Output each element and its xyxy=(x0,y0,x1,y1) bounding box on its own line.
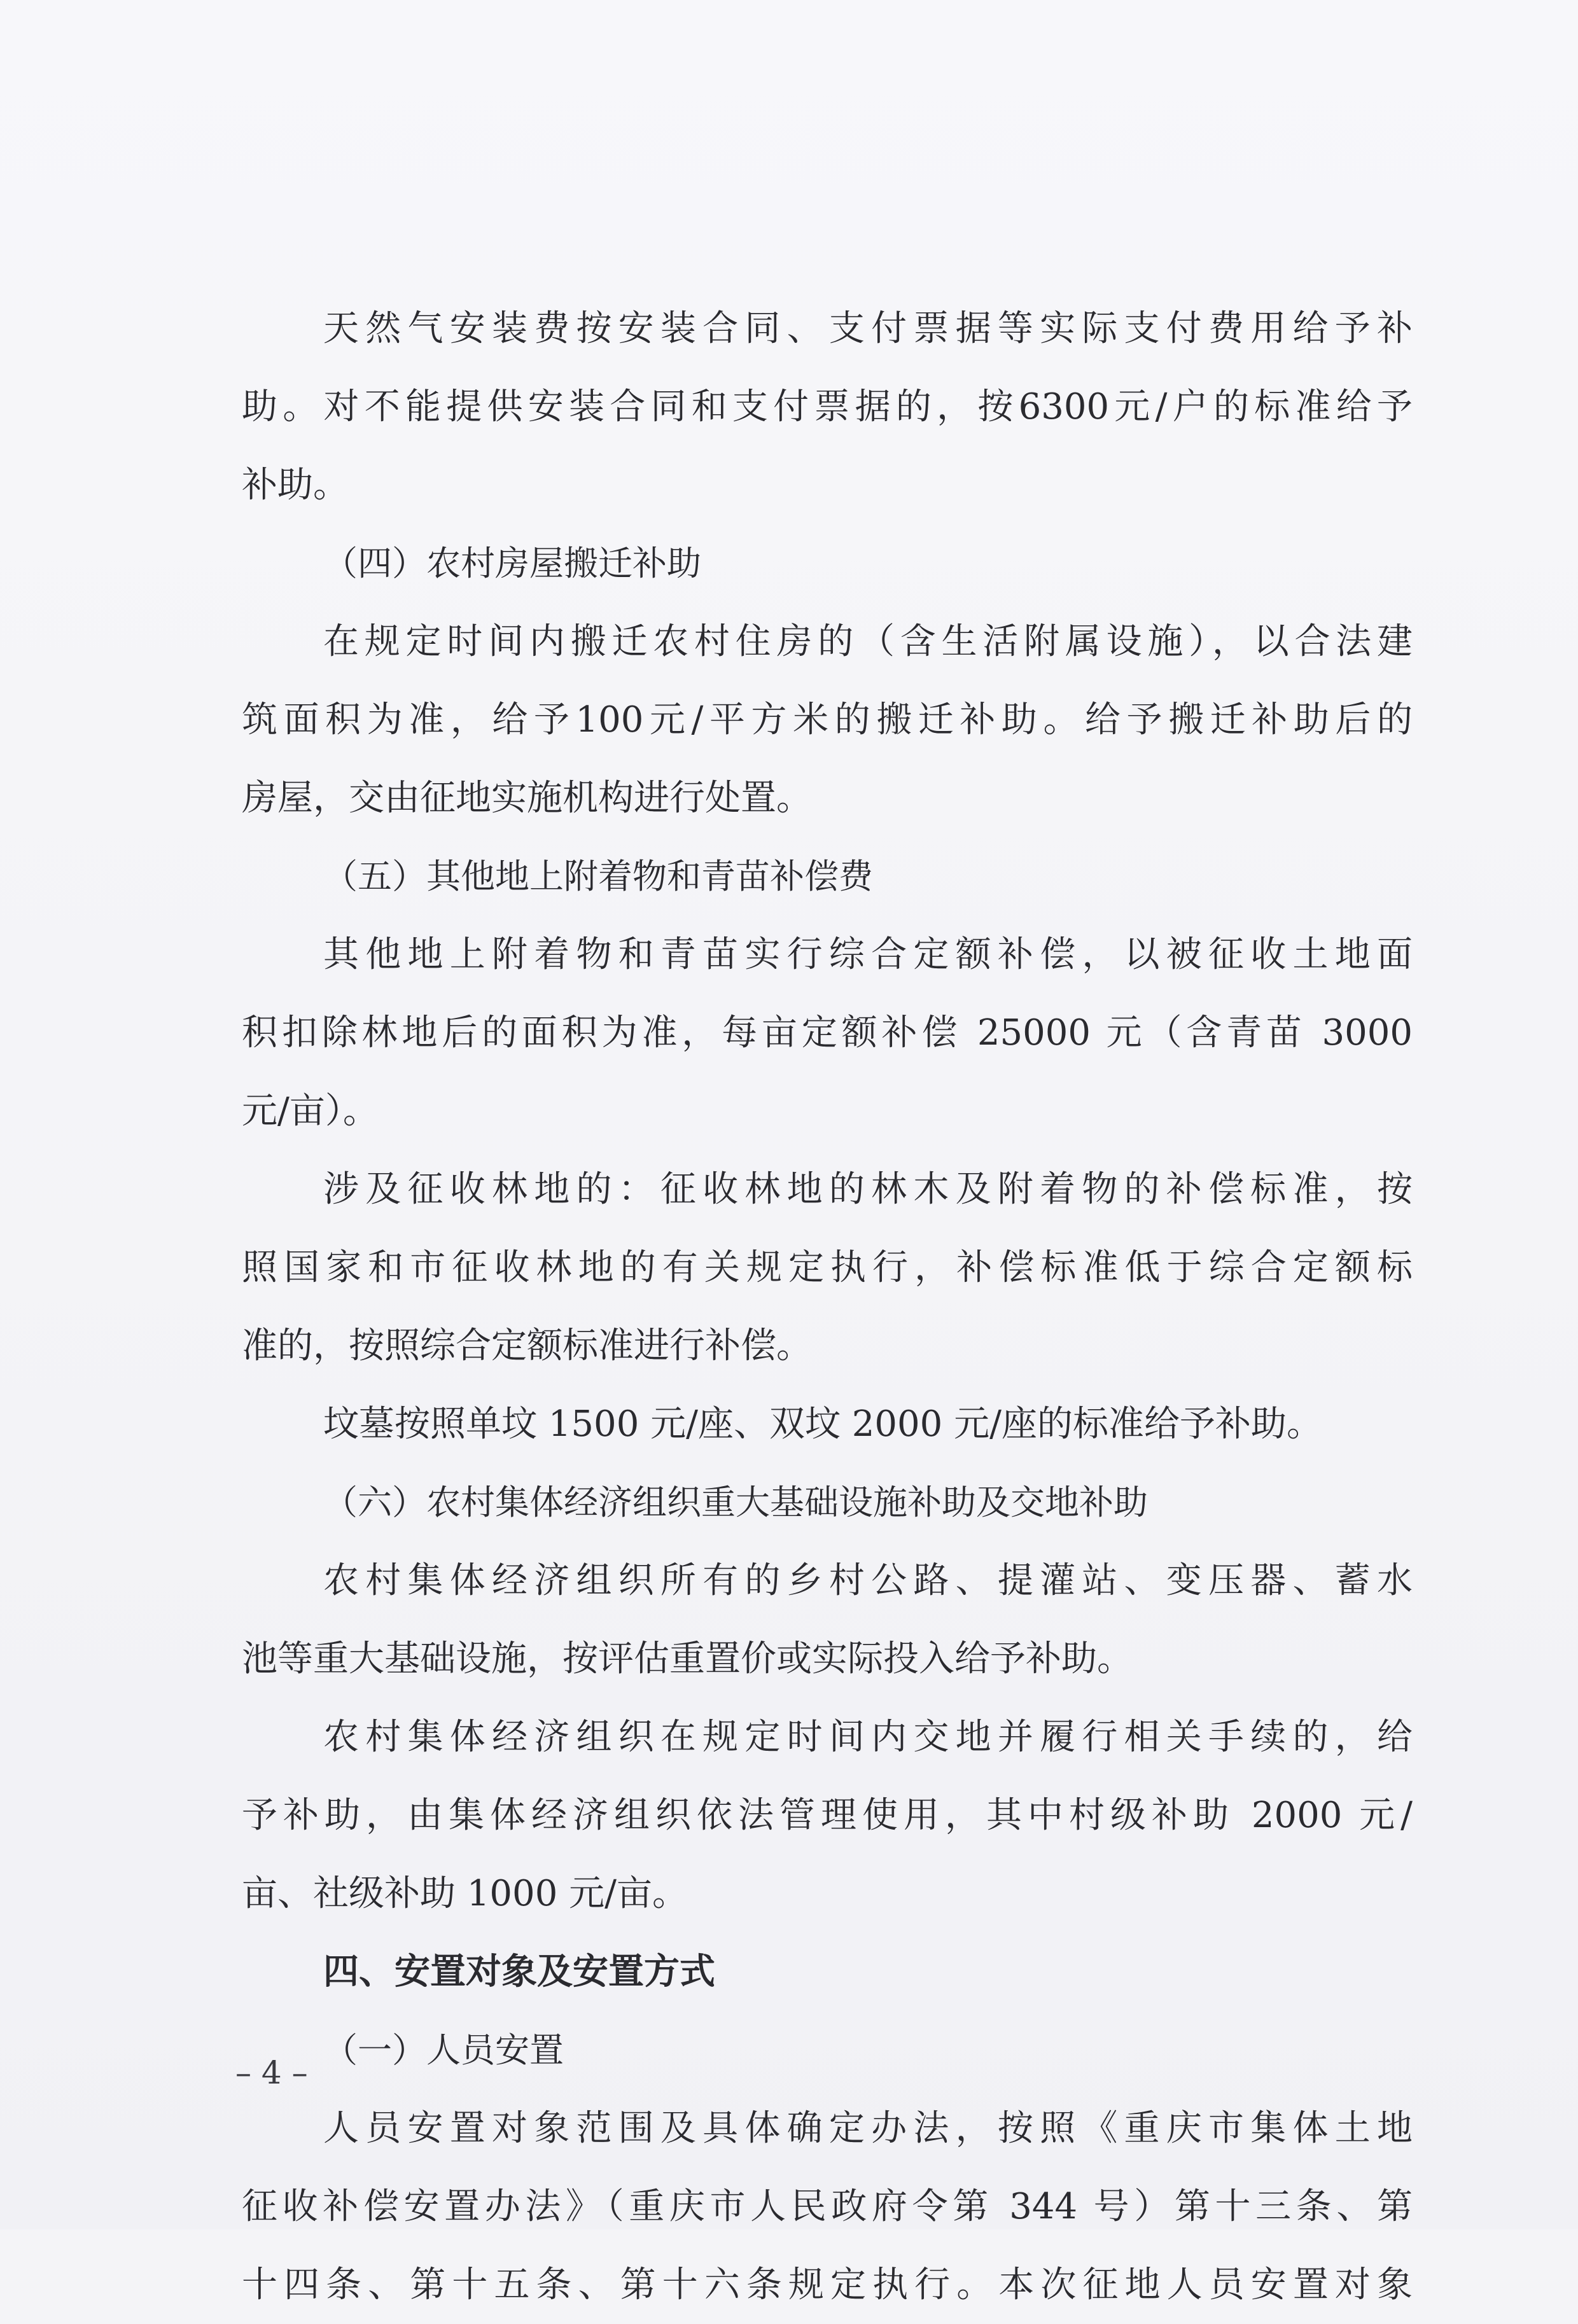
paragraph-line: 人员安置对象范围及具体确定办法，按照《重庆市集体土地 xyxy=(323,2108,1413,2149)
paragraph-line: 亩、社级补助 1000 元/亩。 xyxy=(242,1873,688,1914)
paragraph-line: 涉及征收林地的：征收林地的林木及附着物的补偿标准，按 xyxy=(323,1169,1413,1210)
paragraph-line: 天然气安装费按安装合同、支付票据等实际支付费用给予补 xyxy=(323,308,1413,349)
paragraph-line: 积扣除林地后的面积为准，每亩定额补偿 25000 元（含青苗 3000 xyxy=(242,1012,1413,1054)
paragraph-line: 在规定时间内搬迁农村住房的（含生活附属设施），以合法建 xyxy=(323,621,1413,662)
paragraph-line: 筑面积为准，给予100元/平方米的搬迁补助。给予搬迁补助后的 xyxy=(242,699,1413,741)
section-heading: （六）农村集体经济组织重大基础设施补助及交地补助 xyxy=(323,1482,1148,1522)
section-heading: （五）其他地上附着物和青苗补偿费 xyxy=(323,856,873,896)
paragraph-line: 坟墓按照单坟 1500 元/座、双坟 2000 元/座的标准给予补助。 xyxy=(323,1403,1322,1445)
paragraph-line: 十四条、第十五条、第十六条规定执行。本次征地人员安置对象 xyxy=(242,2264,1413,2306)
paragraph-line: 农村集体经济组织在规定时间内交地并履行相关手续的，给 xyxy=(323,1716,1413,1758)
paragraph-line: 照国家和市征收林地的有关规定执行，补偿标准低于综合定额标 xyxy=(242,1247,1413,1288)
document-body xyxy=(242,289,1413,2324)
paragraph-line: 农村集体经济组织所有的乡村公路、提灌站、变压器、蓄水 xyxy=(323,1560,1413,1601)
paragraph-line: 准的，按照综合定额标准进行补偿。 xyxy=(242,1325,812,1367)
section-heading: （一）人员安置 xyxy=(323,2030,564,2070)
paragraph-line: 补助。 xyxy=(242,464,349,506)
paragraph-line: 其他地上附着物和青苗实行综合定额补偿，以被征收土地面 xyxy=(323,934,1413,975)
paragraph-line: 助。对不能提供安装合同和支付票据的，按6300元/户的标准给予 xyxy=(242,386,1413,428)
paragraph-line: 房屋，交由征地实施机构进行处置。 xyxy=(242,777,812,819)
paragraph-line: 征收补偿安置办法》（重庆市人民政府令第 344 号）第十三条、第 xyxy=(242,2186,1413,2227)
chapter-heading: 四、安置对象及安置方式 xyxy=(323,1951,715,1993)
section-heading: （四）农村房屋搬迁补助 xyxy=(323,543,701,583)
page-number: – 4 – xyxy=(235,2054,308,2091)
paragraph-line: 池等重大基础设施，按评估重置价或实际投入给予补助。 xyxy=(242,1638,1133,1680)
paragraph-line: 予补助，由集体经济组织依法管理使用，其中村级补助 2000 元/ xyxy=(242,1795,1413,1836)
paragraph-line: 元/亩）。 xyxy=(242,1090,379,1132)
